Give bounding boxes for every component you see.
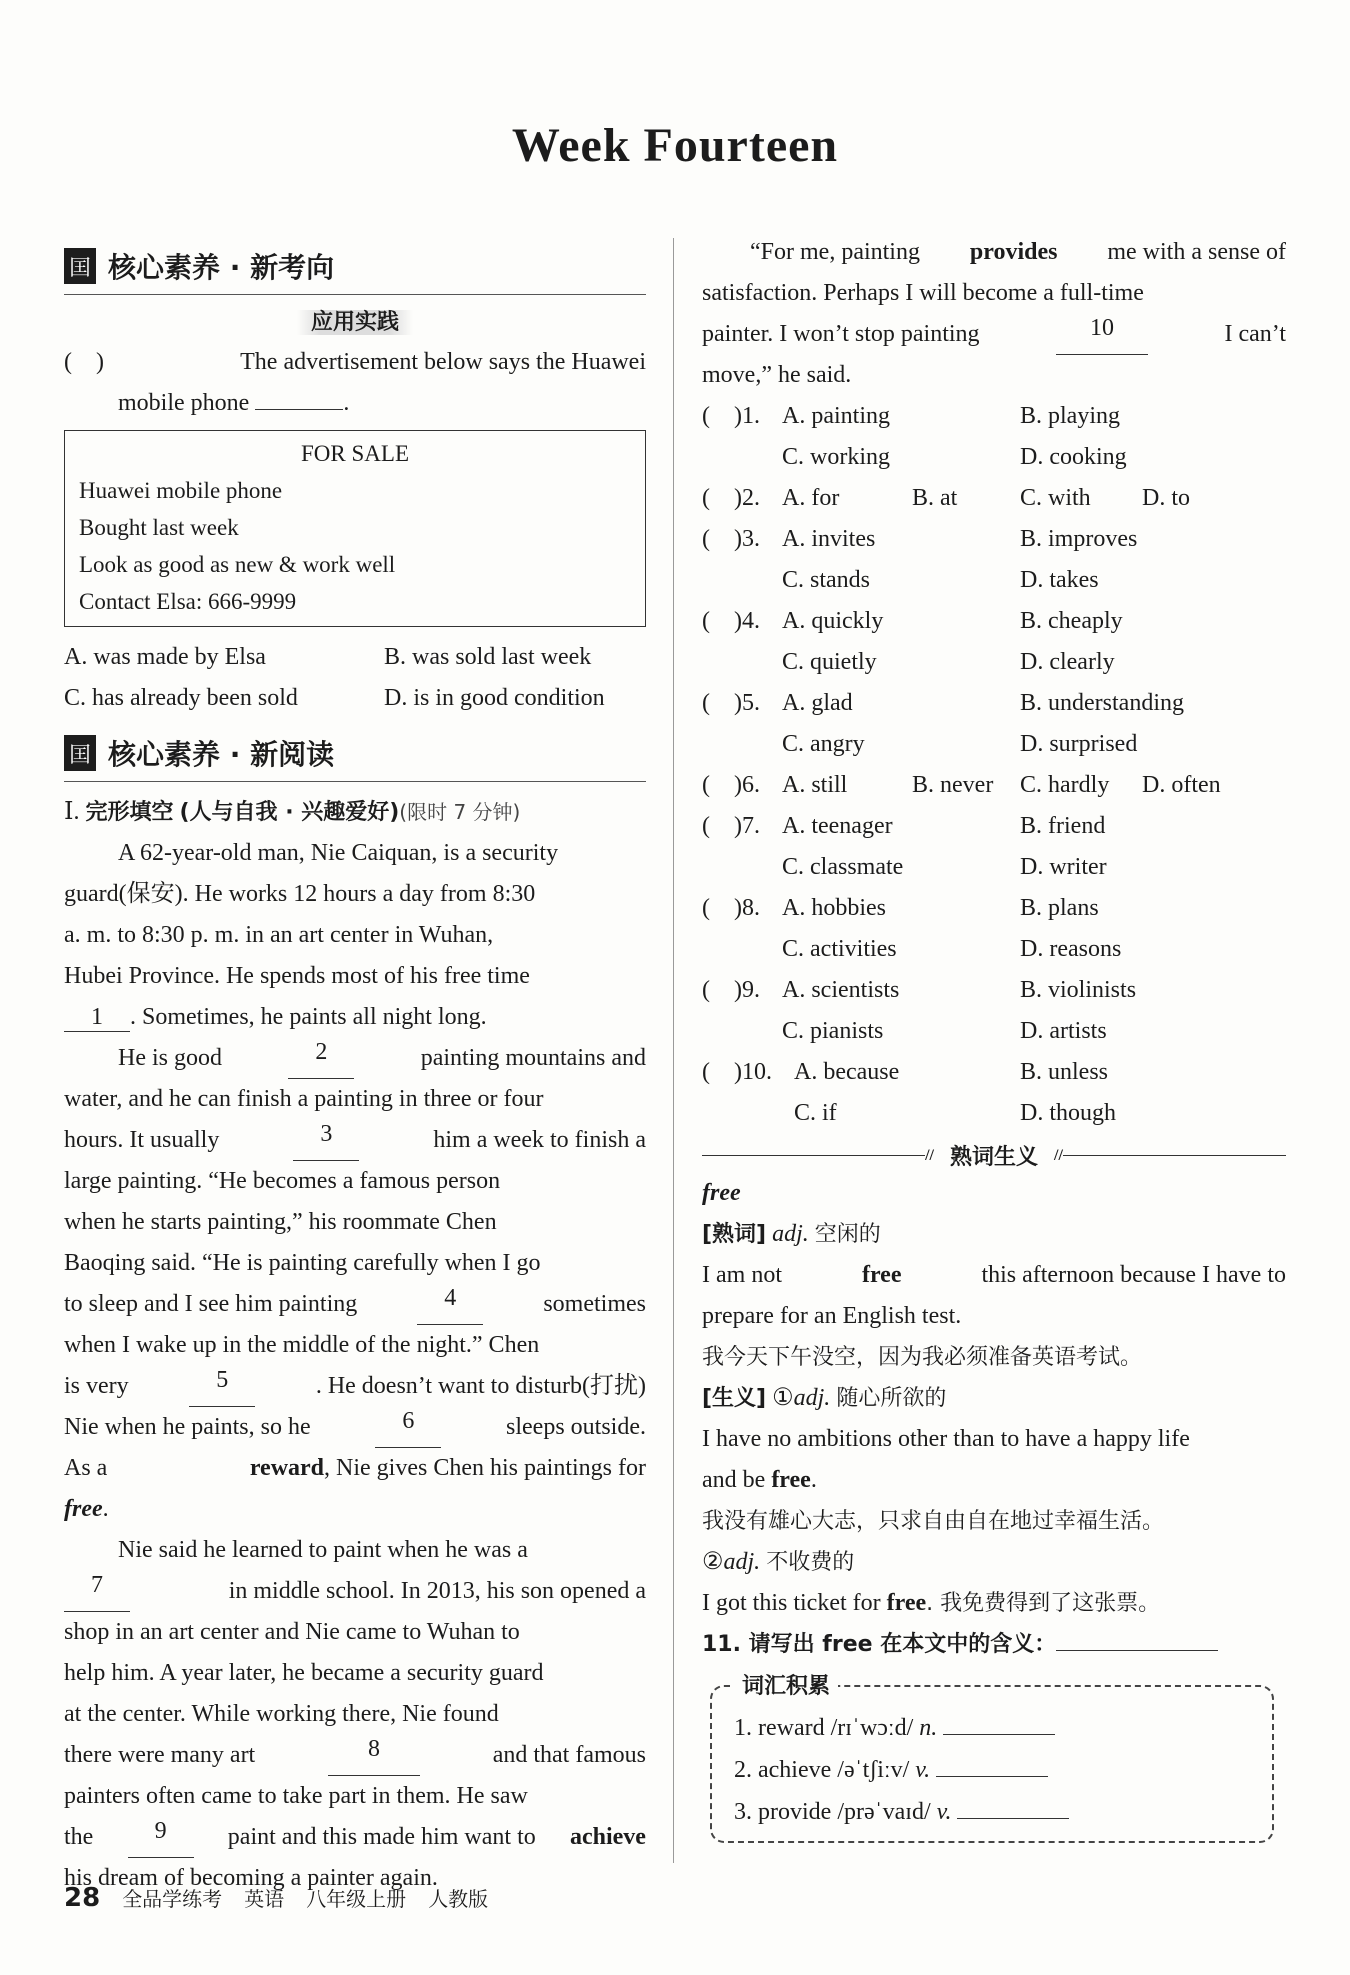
shuci-new-meaning: ②adj. 不收费的: [702, 1549, 855, 1575]
question-item: ( )5. A. glad B. understanding: [702, 683, 1286, 724]
page-footer: [64, 1883, 510, 1913]
advertisement-box: [64, 430, 646, 627]
answer-blank[interactable]: [1056, 1626, 1218, 1651]
question-line: mobile phone .: [64, 383, 646, 424]
question-item-options: C. classmate D. writer: [782, 854, 1107, 880]
subsection-header: 应用实践: [64, 305, 646, 336]
passage-line: painters often came to take part in them. He saw: [64, 1783, 528, 1809]
answer-blank[interactable]: [255, 385, 343, 410]
passage-line: when he starts painting,” his roommate Chen: [64, 1209, 497, 1235]
passage: [64, 833, 646, 1899]
footer-book: 全品学练考: [122, 1887, 223, 1911]
question-item: ( )2. A. for B. at C. with D. to: [702, 478, 1286, 519]
passage-line: move,” he said.: [702, 362, 852, 388]
example-line: prepare for an English test.: [702, 1303, 962, 1329]
question-item: ( )10. A. because B. unless: [702, 1052, 1286, 1093]
ad-line: Bought last week: [79, 515, 239, 540]
column-divider: [673, 238, 674, 1863]
question-item-options: C. if D. though: [794, 1100, 1116, 1126]
left-column: [64, 232, 646, 1899]
passage-line: Baoqing said. “He is painting carefully when I go: [64, 1250, 541, 1276]
passage-line: a. m. to 8:30 p. m. in an art center in Wuhan,: [64, 922, 494, 948]
ad-heading: FOR SALE: [301, 441, 409, 466]
ad-line: Huawei mobile phone: [79, 478, 283, 503]
question-item-options: C. angry D. surprised: [782, 731, 1138, 757]
task-heading: Ⅰ. 完形填空 (人与自我 · 兴趣爱好)(限时 7 分钟): [64, 799, 521, 825]
passage-line: A 62-year-old man, Nie Caiquan, is a security: [118, 840, 559, 866]
passage-line: shop in an art center and Nie came to Wuhan to: [64, 1619, 520, 1645]
passage-line: to sleep and I see him painting 4 sometimes: [64, 1284, 646, 1325]
example-translation: 我没有雄心大志，只求自由自在地过幸福生活。: [702, 1509, 1165, 1534]
page-number: 28: [64, 1883, 101, 1913]
answer-bracket[interactable]: ( )1.: [702, 403, 760, 429]
passage-line: guard(保安). He works 12 hours a day from 8:30: [64, 881, 536, 907]
question-item: ( )9. A. scientists B. violinists: [702, 970, 1286, 1011]
answer-bracket[interactable]: ( ): [64, 349, 104, 375]
blank-5[interactable]: 5: [189, 1366, 255, 1407]
question-item: ( )8. A. hobbies B. plans: [702, 888, 1286, 929]
vocab-item: 2. achieve /əˈtʃiːv/ v.: [734, 1749, 1256, 1791]
section-header-new-exam: [64, 238, 646, 295]
answer-bracket[interactable]: ( )7.: [702, 813, 760, 839]
passage-line: Hubei Province. He spends most of his free time: [64, 963, 530, 989]
passage-line: painter. I won’t stop painting 10 I can’t: [702, 314, 1286, 355]
section-header-new-reading: [64, 725, 646, 782]
passage-line: 1 . Sometimes, he paints all night long.: [64, 997, 646, 1038]
section-title: 核心素养 · 新阅读: [108, 738, 335, 771]
passage-line: large painting. “He becomes a famous person: [64, 1168, 501, 1194]
question-item-options: C. working D. cooking: [782, 444, 1127, 470]
answer-bracket[interactable]: ( )9.: [702, 977, 760, 1003]
answer-blank[interactable]: [936, 1752, 1048, 1777]
example-line: I got this ticket for free. 我免费得到了这张票。: [702, 1590, 1161, 1616]
question-list: [702, 396, 1286, 1134]
shuci-word: free: [702, 1180, 741, 1206]
answer-blank[interactable]: [943, 1710, 1055, 1735]
shuci-familiar: [熟词] adj. 空闲的: [702, 1221, 881, 1247]
passage-line: help him. A year later, he became a security guard: [64, 1660, 544, 1686]
vocabulary-box: [710, 1674, 1274, 1843]
answer-bracket[interactable]: ( )5.: [702, 690, 760, 716]
passage-line: water, and he can finish a painting in three or four: [64, 1086, 544, 1112]
passage-line: “For me, painting provides me with a sense of: [702, 232, 1286, 273]
footer-grade: 八年级上册: [306, 1887, 407, 1911]
passage-line: He is good 2 painting mountains and: [64, 1038, 646, 1079]
footer-edition: 人教版: [428, 1887, 489, 1911]
question-item-options: C. activities D. reasons: [782, 936, 1122, 962]
blank-4[interactable]: 4: [417, 1284, 483, 1325]
shuci-new-meaning: [生义] ①adj. 随心所欲的: [702, 1385, 947, 1411]
section-title: 核心素养 · 新考向: [108, 251, 335, 284]
blank-8[interactable]: 8: [328, 1735, 420, 1776]
blank-2[interactable]: 2: [288, 1038, 354, 1079]
ad-line: Contact Elsa: 666-9999: [79, 589, 297, 614]
question-item: ( )7. A. teenager B. friend: [702, 806, 1286, 847]
keyword-reward: reward: [249, 1455, 325, 1481]
question-item-options: C. pianists D. artists: [782, 1018, 1107, 1044]
blank-9[interactable]: 9: [128, 1817, 194, 1858]
blank-7[interactable]: 7: [64, 1571, 130, 1612]
right-column: [702, 232, 1286, 1843]
passage-line: there were many art 8 and that famous: [64, 1735, 646, 1776]
question-item: ( )4. A. quickly B. cheaply: [702, 601, 1286, 642]
passage-line: Nie said he learned to paint when he was a: [118, 1537, 528, 1563]
keyword-provides: provides: [969, 239, 1058, 265]
passage-line: hours. It usually 3 him a week to finish a: [64, 1120, 646, 1161]
question-item-options: C. quietly D. clearly: [782, 649, 1115, 675]
answer-options: [64, 637, 646, 719]
answer-bracket[interactable]: ( )4.: [702, 608, 760, 634]
vocab-item: 1. reward /rɪˈwɔːd/ n.: [734, 1707, 1256, 1749]
question-11: 11. 请写出 free 在本文中的含义：: [702, 1624, 1286, 1665]
option-c[interactable]: C. has already been sold: [64, 685, 298, 711]
keyword-free: free: [64, 1496, 103, 1522]
question-item: ( )6. A. still B. never C. hardly D. often: [702, 765, 1286, 806]
blank-10[interactable]: 10: [1056, 314, 1148, 355]
example-line: I am not free this afternoon because I have to: [702, 1262, 1286, 1288]
example-translation: 我今天下午没空，因为我必须准备英语考试。: [702, 1345, 1143, 1370]
answer-blank[interactable]: [957, 1794, 1069, 1819]
option-a[interactable]: A. was made by Elsa: [64, 644, 266, 670]
question-item-options: C. stands D. takes: [782, 567, 1099, 593]
ad-line: Look as good as new & work well: [79, 552, 396, 577]
vocabulary-title: 词汇积累: [734, 1669, 838, 1700]
blank-6[interactable]: 6: [375, 1407, 441, 1448]
example-line: and be free.: [702, 1467, 817, 1493]
question-item: ( )3. A. invites B. improves: [702, 519, 1286, 560]
answer-bracket[interactable]: ( )3.: [702, 526, 760, 552]
blank-3[interactable]: 3: [293, 1120, 359, 1161]
option-d[interactable]: D. is in good condition: [384, 685, 605, 711]
passage-line: at the center. While working there, Nie found: [64, 1701, 499, 1727]
question-item: ( )1. A. painting B. playing: [702, 396, 1286, 437]
answer-bracket[interactable]: ( )8.: [702, 895, 760, 921]
blank-1[interactable]: 1: [64, 1003, 130, 1032]
passage-line: satisfaction. Perhaps I will become a full-time: [702, 280, 1144, 306]
vocab-item: 3. provide /prəˈvaɪd/ v.: [734, 1791, 1256, 1833]
answer-bracket[interactable]: ( )10.: [702, 1059, 772, 1085]
passage-line: his dream of becoming a painter again.: [64, 1865, 438, 1891]
section-icon: 囯: [64, 248, 96, 284]
section-icon: 囯: [64, 735, 96, 771]
question-line: ( ) The advertisement below says the Huawei: [64, 342, 646, 383]
footer-subject: 英语: [244, 1887, 285, 1911]
keyword-achieve: achieve: [569, 1824, 646, 1850]
answer-bracket[interactable]: ( )2.: [702, 485, 760, 511]
answer-bracket[interactable]: ( )6.: [702, 772, 760, 798]
shuci-header: // 熟词生义 //: [702, 1140, 1286, 1171]
passage-line: Nie when he paints, so he 6 sleeps outside.: [64, 1407, 646, 1448]
option-b[interactable]: B. was sold last week: [384, 644, 592, 670]
passage-line: is very 5 . He doesn’t want to disturb(打扰): [64, 1366, 646, 1407]
example-line: I have no ambitions other than to have a happy life: [702, 1426, 1190, 1452]
page-title: Week Fourteen: [511, 119, 839, 172]
passage-line: when I wake up in the middle of the night.” Chen: [64, 1332, 540, 1358]
passage-line: As a reward, Nie gives Chen his paintings for: [64, 1455, 646, 1481]
passage-line: free.: [64, 1496, 109, 1522]
passage-line: the 9 paint and this made him want to achieve: [64, 1817, 646, 1858]
passage-line: 7 in middle school. In 2013, his son opened a: [64, 1571, 646, 1612]
